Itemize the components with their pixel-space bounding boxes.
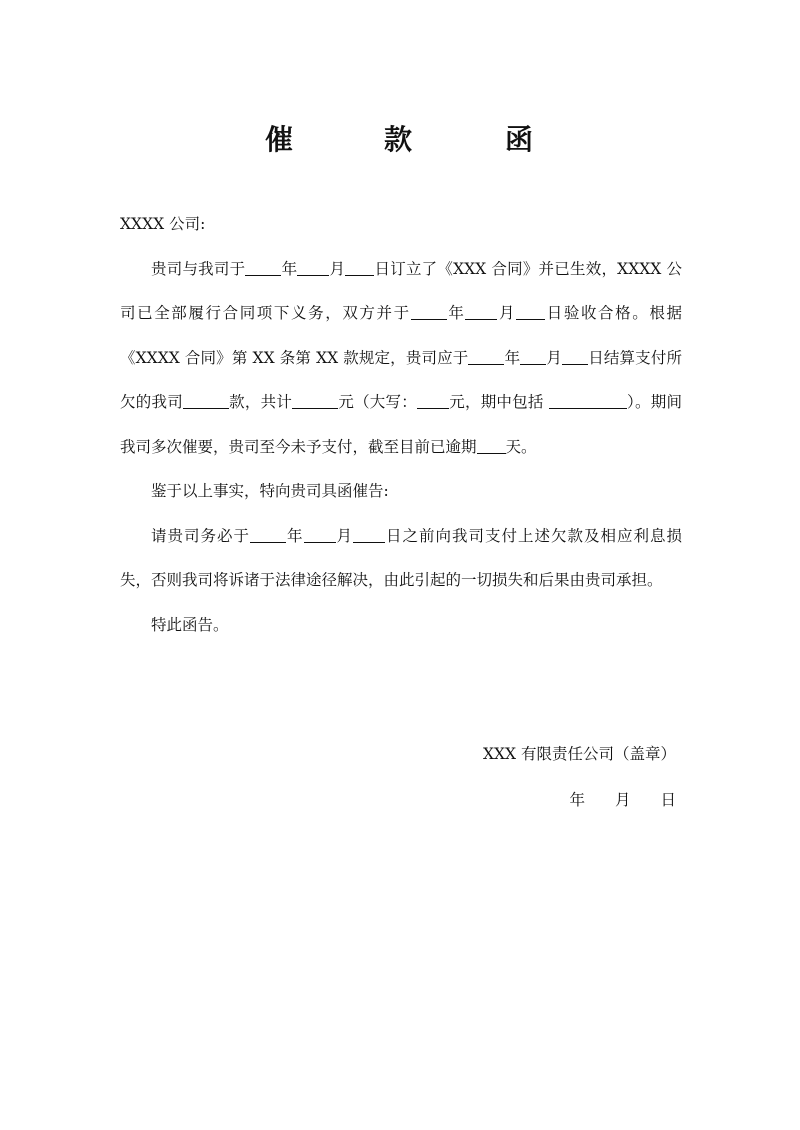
text-segment: 年: [446, 304, 466, 322]
blank-day: [345, 259, 374, 276]
blank-year: [245, 259, 281, 276]
paragraph-2: 鉴于以上事实，特向贵司具函催告:: [151, 482, 389, 500]
title-char-2: 款: [384, 123, 413, 156]
date-year-label: 年: [569, 791, 585, 809]
text-segment: 年: [504, 348, 521, 367]
blank-amount-words: [417, 393, 449, 410]
blank-overdue-days: [477, 437, 506, 454]
text-segment: 月: [335, 526, 353, 545]
text-segment: 月: [546, 348, 563, 367]
letter-body: [120, 202, 682, 647]
title-char-1: 催: [265, 123, 294, 156]
blank-month: [297, 259, 329, 276]
blank-amount: [292, 393, 338, 410]
text-segment: 元，期中包括: [449, 393, 549, 411]
text-segment: 月: [497, 304, 517, 322]
blank-year: [468, 348, 504, 365]
blank-payment-type: [183, 393, 229, 410]
salutation: XXXX 公司:: [120, 215, 206, 233]
text-segment: 日结算支付所欠的我司: [120, 348, 682, 411]
date-line: [569, 788, 676, 810]
paragraph-3: [120, 514, 682, 603]
text-segment: ）。期间我司多次催要，贵司至今未予支付，截至目前已逾期: [120, 393, 682, 456]
paragraph-4: 特此函告。: [151, 615, 229, 634]
text-segment: 日验收合格。根据《XXXX 合同》第 XX 条第 XX 款规定，贵司应于: [120, 304, 682, 367]
text-segment: 年: [286, 526, 304, 545]
blank-month: [520, 348, 546, 365]
date-day-label: 日: [660, 791, 676, 809]
text-segment: 款，共计: [228, 393, 293, 411]
text-segment: 日订立了《XXX 合同》并已生效，XXXX 公司已全部履行合同项下义务，双方并于: [120, 259, 682, 322]
blank-day: [353, 526, 385, 543]
blank-day: [562, 348, 588, 365]
text-segment: 年: [281, 259, 298, 278]
text-segment: 请贵司务必于: [151, 526, 250, 545]
paragraph-1: [120, 247, 682, 470]
blank-year: [411, 304, 447, 321]
date-month-label: 月: [614, 791, 631, 809]
blank-included-items: [549, 393, 627, 410]
text-segment: 月: [329, 259, 346, 278]
signature-line: XXX 有限责任公司（盖章）: [482, 745, 676, 763]
text-segment: 贵司与我司于: [151, 259, 246, 278]
blank-year: [250, 526, 286, 543]
text-segment: 天。: [505, 437, 537, 456]
text-segment: 元（大写：: [338, 393, 417, 411]
blank-month: [465, 304, 497, 321]
title-char-3: 函: [505, 123, 534, 156]
blank-day: [516, 304, 545, 321]
blank-month: [304, 526, 336, 543]
text-segment: 日之前向我司支付上述欠款及相应利息损失，否则我司将诉诸于法律途径解决，由此引起的一切损失和后果由贵司承担。: [120, 526, 682, 589]
page-title: [0, 118, 800, 158]
